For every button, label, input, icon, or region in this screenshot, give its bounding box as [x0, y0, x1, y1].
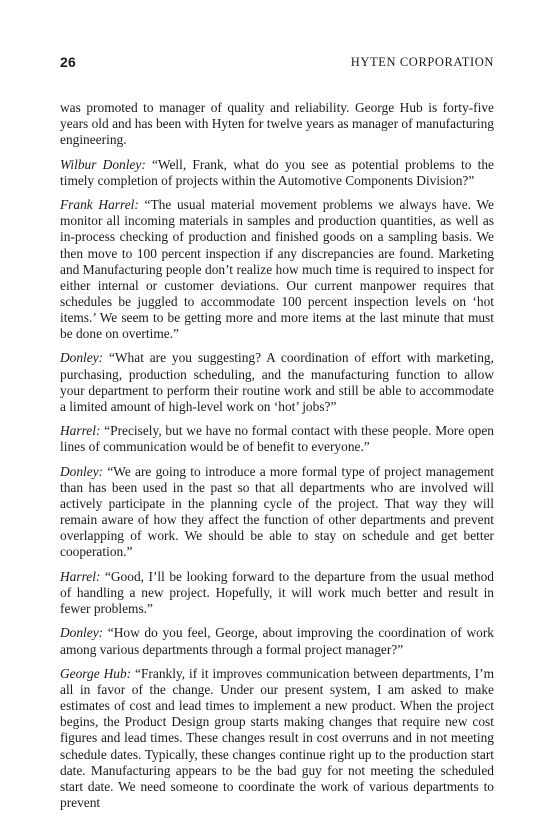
paragraph-text: “What are you suggesting? A coordination of effort with marketing, purchasing, production scheduling, and the manufacturing function to allow your department to perform their routine work and still be able to accommodate a limited amount of high-level work on ‘hot’ jobs?”	[60, 350, 494, 414]
speaker-name: Harrel:	[60, 568, 101, 584]
paragraph-text: “How do you feel, George, about improving the coordination of work among various departments through a formal project manager?”	[60, 625, 494, 657]
speaker-name: Frank Harrel:	[60, 197, 139, 213]
paragraph	[60, 666, 494, 811]
paragraph-text: “Good, I’ll be looking forward to the departure from the usual method of handling a new project. Hopefully, it will work much better and result in fewer problems.”	[60, 568, 494, 616]
speaker-name: George Hub:	[60, 666, 132, 682]
paragraph-text: “We are going to introduce a more formal type of project management than has been used in the past so that all departments who are involved will actively participate in the planning cycle of the project. That way they will remain aware of how they affect the function of other departments and prevent overlapping of work. We should be able to stay on schedule and get better cooperation.”	[60, 463, 494, 560]
speaker-name: Donley:	[60, 463, 104, 479]
speaker-name: Harrel:	[60, 423, 101, 439]
speaker-name: Wilbur Donley:	[60, 156, 146, 172]
paragraph-text: “The usual material movement problems we always have. We monitor all incoming materials in samples and production quantities, as well as in-process checking of production and finished goods on a sampling basis. We then move to 100 percent inspection if any discrepancies are found. Marketing and Manufacturing people don’t realize how much time is required to inspect for either internal or customer deviations. Our current manpower requires that schedules be juggled to accommodate 100 percent inspection levels on ‘hot items.’ We seem to be getting more and more items at the last minute that must be done on overtime.”	[60, 197, 494, 341]
running-head: HYTEN CORPORATION	[350, 55, 494, 69]
speaker-name: Donley:	[60, 350, 104, 366]
paragraph-text: “Frankly, if it improves communication between departments, I’m all in favor of the change. Under our present system, I am asked to make estimates of cost and lead times to implement a new product. When the project begins, the Product Design group starts making changes that require new cost figures and lead times. These changes result in cost overruns and in not meeting schedule dates. Typically, these changes continue right up to the production start date. Manufacturing appears to be the bad guy for not meeting the scheduled start date. We need someone to coordinate the work of various departments to prevent	[60, 666, 494, 810]
paragraph	[60, 100, 494, 148]
paragraph	[60, 625, 494, 657]
paragraph-text: was promoted to manager of quality and reliability. George Hub is forty-five years old and has been with Hyten for twelve years as manager of manufacturing engineering.	[60, 100, 494, 148]
page-header	[60, 54, 494, 74]
paragraph-text: “Well, Frank, what do you see as potential problems to the timely completion of projects within the Automotive Components Division?”	[60, 156, 494, 188]
paragraph	[60, 157, 494, 189]
page-number: 26	[60, 54, 76, 70]
paragraph	[60, 464, 494, 561]
paragraph	[60, 197, 494, 342]
body-text	[60, 100, 494, 819]
paragraph-text: “Precisely, but we have no formal contact with these people. More open lines of communication would be of benefit to everyone.”	[60, 423, 494, 455]
paragraph	[60, 350, 494, 414]
speaker-name: Donley:	[60, 625, 104, 641]
paragraph	[60, 423, 494, 455]
paragraph	[60, 569, 494, 617]
